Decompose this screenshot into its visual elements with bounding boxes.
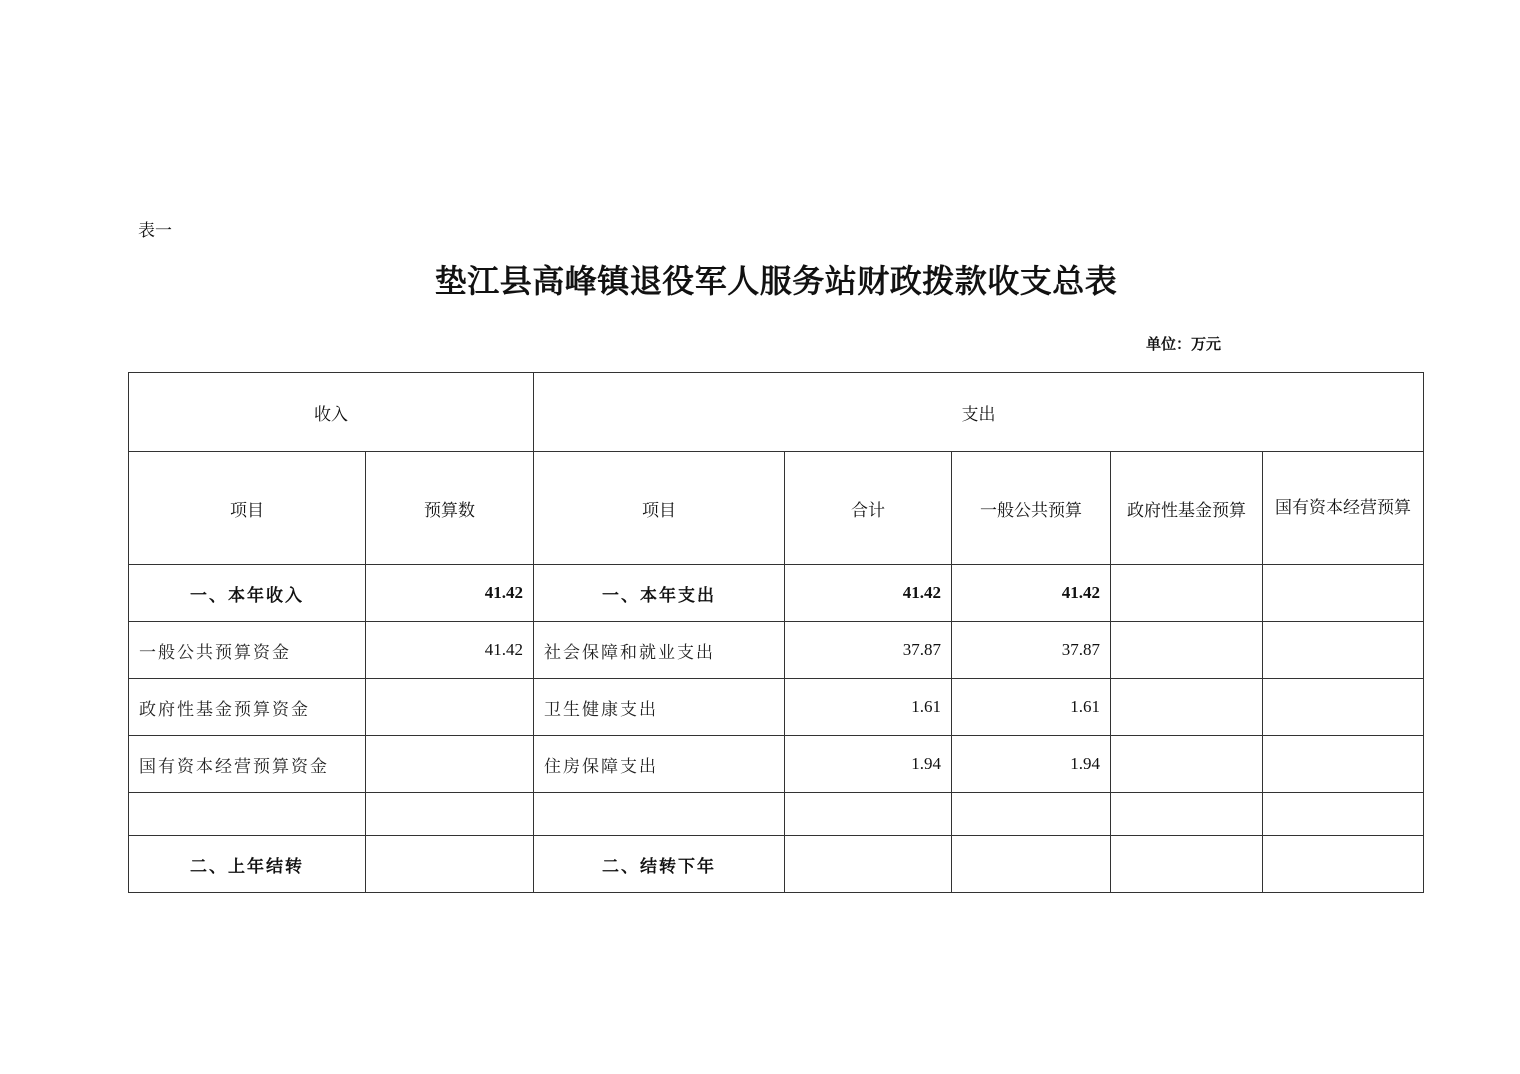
exp-total-header: 合计 — [785, 452, 952, 565]
exp-general-cell: 1.94 — [952, 736, 1111, 793]
income-item-header: 项目 — [129, 452, 366, 565]
income-item-cell: 二、上年结转 — [129, 836, 366, 893]
income-header: 收入 — [129, 373, 534, 452]
income-budget-cell — [366, 836, 534, 893]
header-row-group — [129, 373, 1424, 452]
exp-general-cell: 1.61 — [952, 679, 1111, 736]
exp-total-cell: 1.61 — [785, 679, 952, 736]
expenditure-header: 支出 — [534, 373, 1424, 452]
exp-gov-fund-header: 政府性基金预算 — [1111, 452, 1263, 565]
exp-item-cell: 社会保障和就业支出 — [534, 622, 785, 679]
header-row-columns — [129, 452, 1424, 565]
table-row — [129, 622, 1424, 679]
income-budget-header: 预算数 — [366, 452, 534, 565]
table-row — [129, 565, 1424, 622]
exp-total-cell: 1.94 — [785, 736, 952, 793]
exp-total-cell — [785, 836, 952, 893]
income-item-cell: 国有资本经营预算资金 — [129, 736, 366, 793]
exp-state-capital-cell — [1263, 836, 1424, 893]
exp-gov-fund-cell — [1111, 793, 1263, 836]
exp-item-cell: 卫生健康支出 — [534, 679, 785, 736]
exp-gov-fund-cell — [1111, 565, 1263, 622]
income-item-cell — [129, 793, 366, 836]
income-item-cell: 政府性基金预算资金 — [129, 679, 366, 736]
exp-state-capital-cell — [1263, 793, 1424, 836]
exp-item-cell — [534, 793, 785, 836]
table-label: 表一 — [138, 221, 172, 241]
exp-state-capital-cell — [1263, 565, 1424, 622]
unit-label: 单位：万元 — [1146, 335, 1222, 353]
table-row — [129, 836, 1424, 893]
exp-total-cell: 41.42 — [785, 565, 952, 622]
table-row — [129, 793, 1424, 836]
exp-gov-fund-cell — [1111, 679, 1263, 736]
exp-general-cell — [952, 793, 1111, 836]
exp-item-cell: 二、结转下年 — [534, 836, 785, 893]
exp-general-cell: 37.87 — [952, 622, 1111, 679]
exp-item-header: 项目 — [534, 452, 785, 565]
table-row — [129, 736, 1424, 793]
finance-table — [128, 372, 1424, 893]
exp-general-header: 一般公共预算 — [952, 452, 1111, 565]
exp-state-capital-header: 国有资本经营预算 — [1263, 452, 1424, 565]
exp-item-cell: 一、本年支出 — [534, 565, 785, 622]
exp-total-cell: 37.87 — [785, 622, 952, 679]
exp-gov-fund-cell — [1111, 622, 1263, 679]
exp-total-cell — [785, 793, 952, 836]
exp-state-capital-cell — [1263, 679, 1424, 736]
income-item-cell: 一、本年收入 — [129, 565, 366, 622]
exp-gov-fund-cell — [1111, 836, 1263, 893]
income-item-cell: 一般公共预算资金 — [129, 622, 366, 679]
table-row — [129, 679, 1424, 736]
income-budget-cell — [366, 736, 534, 793]
income-budget-cell: 41.42 — [366, 622, 534, 679]
income-budget-cell — [366, 679, 534, 736]
exp-item-cell: 住房保障支出 — [534, 736, 785, 793]
income-budget-cell: 41.42 — [366, 565, 534, 622]
exp-general-cell: 41.42 — [952, 565, 1111, 622]
exp-gov-fund-cell — [1111, 736, 1263, 793]
exp-state-capital-cell — [1263, 622, 1424, 679]
page-title: 垫江县高峰镇退役军人服务站财政拨款收支总表 — [434, 262, 1118, 300]
income-budget-cell — [366, 793, 534, 836]
exp-general-cell — [952, 836, 1111, 893]
exp-state-capital-cell — [1263, 736, 1424, 793]
